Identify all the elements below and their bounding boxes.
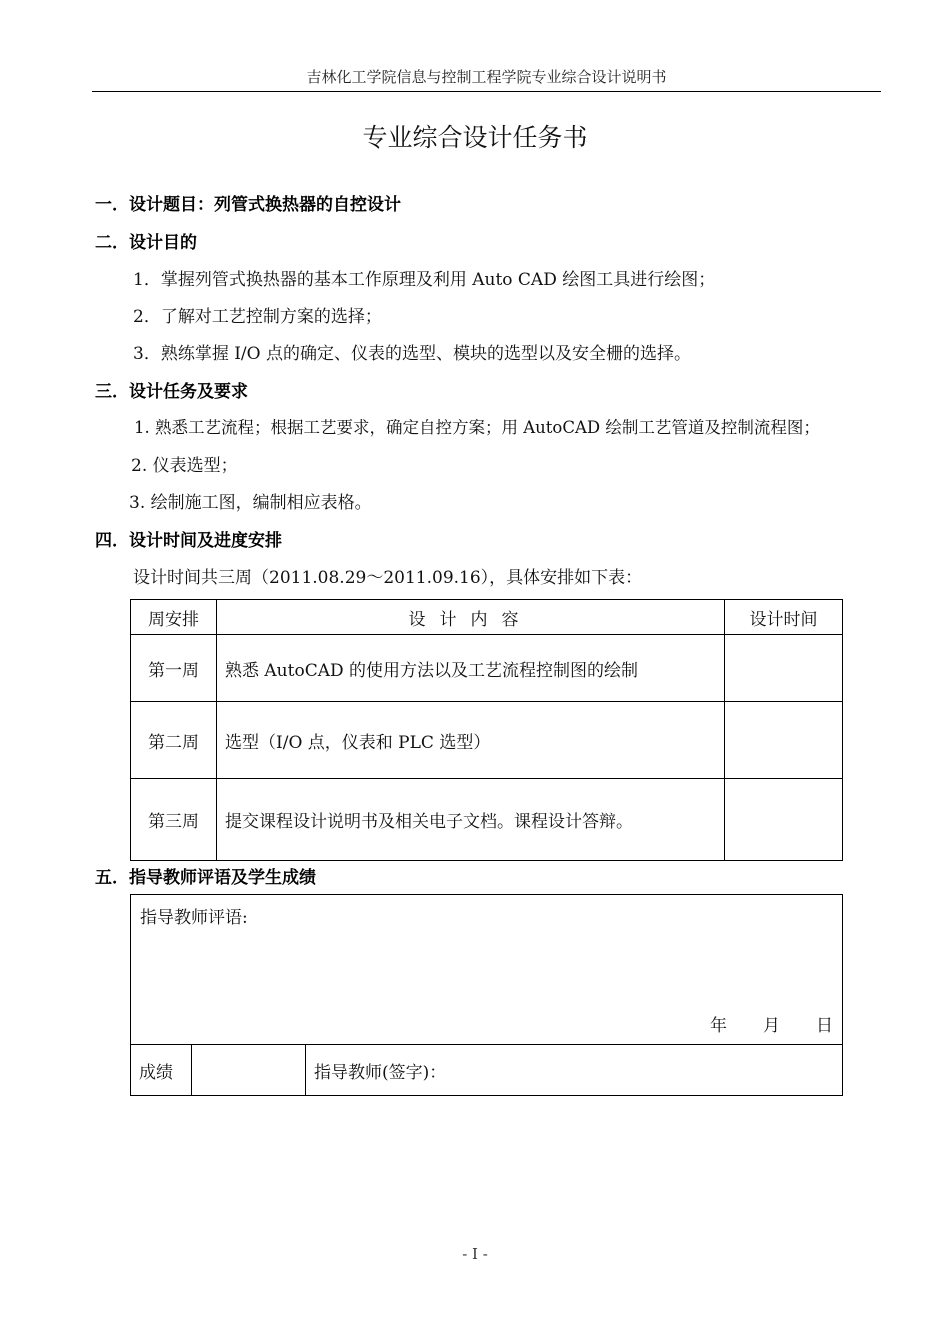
section-2-heading: 二．设计目的 (95, 233, 197, 253)
comment-label: 指导教师评语: (140, 908, 248, 928)
task-item-3: 3. 绘制施工图，编制相应表格。 (129, 493, 372, 513)
task-item-2: 2. 仪表选型； (131, 456, 238, 476)
date-year-label: 年 (710, 1016, 727, 1036)
comment-cell (131, 895, 843, 1045)
schedule-row (131, 702, 843, 779)
section-3-heading: 三．设计任务及要求 (95, 382, 248, 402)
purpose-item-3: 3．熟练掌握 I/O 点的确定、仪表的选型、模块的选型以及安全栅的选择。 (133, 344, 692, 364)
purpose-item-1: 1．掌握列管式换热器的基本工作原理及利用 Auto CAD 绘图工具进行绘图； (133, 270, 716, 290)
schedule-week-cell: 第一周 (131, 635, 217, 702)
schedule-header-time: 设计时间 (725, 600, 843, 635)
schedule-row (131, 635, 843, 702)
schedule-time-cell (725, 702, 843, 779)
schedule-week-cell: 第二周 (131, 702, 217, 779)
schedule-content-cell: 提交课程设计说明书及相关电子文档。课程设计答辩。 (217, 779, 725, 861)
date-month-label: 月 (763, 1016, 780, 1036)
grade-row (131, 1045, 843, 1096)
schedule-table (130, 599, 843, 861)
grade-label: 成绩 (131, 1045, 192, 1096)
signature-cell: 指导教师(签字)： (306, 1045, 843, 1096)
schedule-content-cell: 熟悉 AutoCAD 的使用方法以及工艺流程控制图的绘制 (217, 635, 725, 702)
schedule-time-cell (725, 779, 843, 861)
page-header: 吉林化工学院信息与控制工程学院专业综合设计说明书 (92, 66, 881, 92)
section-4-heading: 四．设计时间及进度安排 (95, 531, 282, 551)
schedule-row (131, 779, 843, 861)
schedule-content-cell: 选型（I/O 点，仪表和 PLC 选型） (217, 702, 725, 779)
grading-table (130, 894, 843, 1096)
date-day-label: 日 (816, 1016, 833, 1036)
document-title: 专业综合设计任务书 (362, 123, 588, 152)
schedule-header-week: 周安排 (131, 600, 217, 635)
task-item-1: 1. 熟悉工艺流程；根据工艺要求，确定自控方案；用 AutoCAD 绘制工艺管道及控制流程图； (134, 418, 820, 437)
schedule-week-cell: 第三周 (131, 779, 217, 861)
section-1-heading: 一．设计题目：列管式换热器的自控设计 (95, 195, 401, 215)
comment-row (131, 895, 843, 1045)
date-line (710, 1011, 833, 1036)
grade-value-cell (192, 1045, 306, 1096)
schedule-header-row (131, 600, 843, 635)
page-number: - I - (462, 1245, 488, 1263)
purpose-item-2: 2．了解对工艺控制方案的选择； (133, 307, 382, 327)
schedule-header-content: 设计内容 (217, 600, 725, 635)
schedule-time-cell (725, 635, 843, 702)
section-5-heading: 五．指导教师评语及学生成绩 (95, 868, 316, 888)
schedule-intro: 设计时间共三周（2011.08.29～2011.09.16），具体安排如下表： (133, 568, 643, 588)
